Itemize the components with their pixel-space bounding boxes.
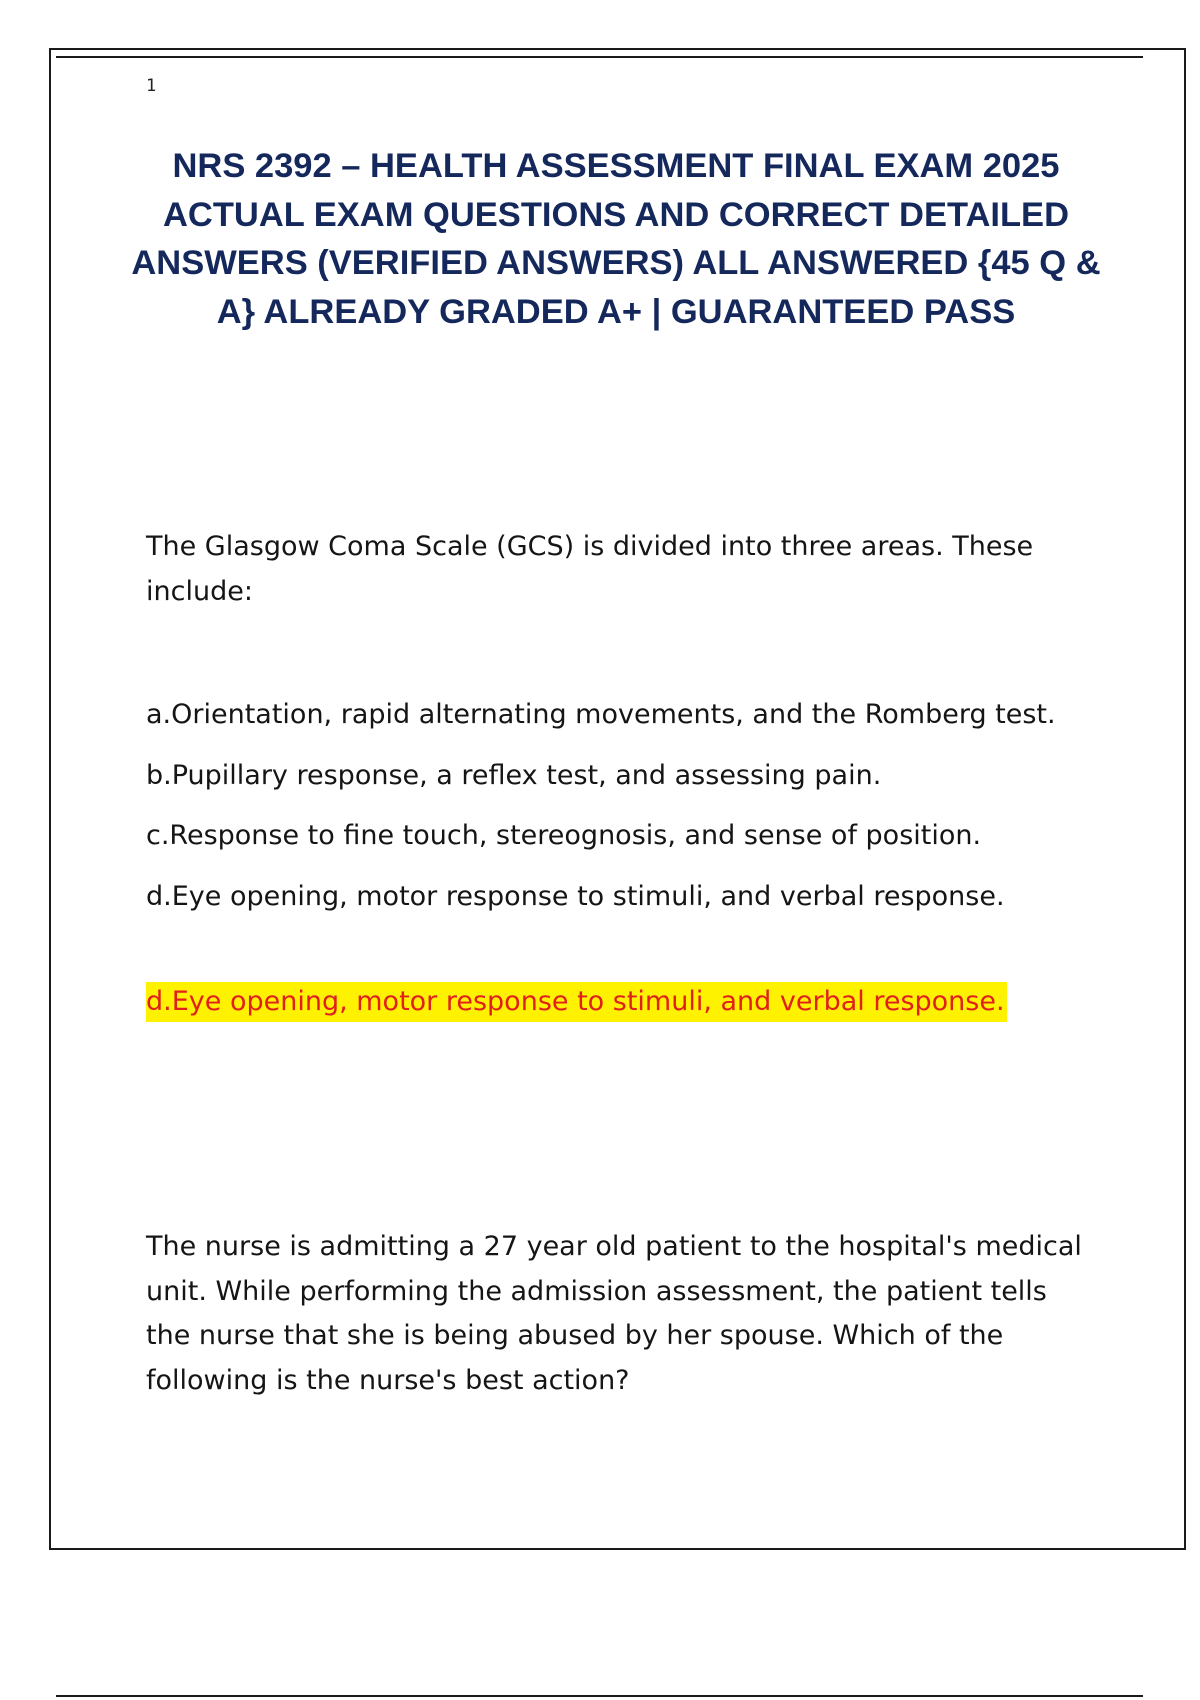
footer-rule <box>56 1695 1143 1697</box>
question-1-choices <box>146 693 1096 935</box>
question-2-text: The nurse is admitting a 27 year old patient to the hospital's medical unit. While performing the admission assessment, the patient tells the nurse that she is being abused by her spouse. Which of the following is the nurse's best action? <box>146 1231 1082 1396</box>
document-title: NRS 2392 – HEALTH ASSESSMENT FINAL EXAM 2025 ACTUAL EXAM QUESTIONS AND CORRECT DETAILED ANSWERS (VERIFIED ANSWERS) ALL ANSWERED {45 Q & A} ALREADY GRADED A+ | GUARANTEED PASS <box>131 147 1101 331</box>
header-rule <box>56 56 1143 58</box>
choice-c: c.Response to fine touch, stereognosis, and sense of position. <box>146 820 982 851</box>
highlighted-answer: d.Eye opening, motor response to stimuli, and verbal response. <box>146 982 1007 1022</box>
choice-d: d.Eye opening, motor response to stimuli, and verbal response. <box>146 880 1005 912</box>
page-number: 1 <box>146 76 157 96</box>
question-1-text: The Glasgow Coma Scale (GCS) is divided into three areas. These include: <box>146 531 1034 607</box>
choice-b: b.Pupillary response, a reflex test, and assessing pain. <box>146 759 882 791</box>
choice-a: a.Orientation, rapid alternating movements, and the Romberg test. <box>146 699 1056 730</box>
